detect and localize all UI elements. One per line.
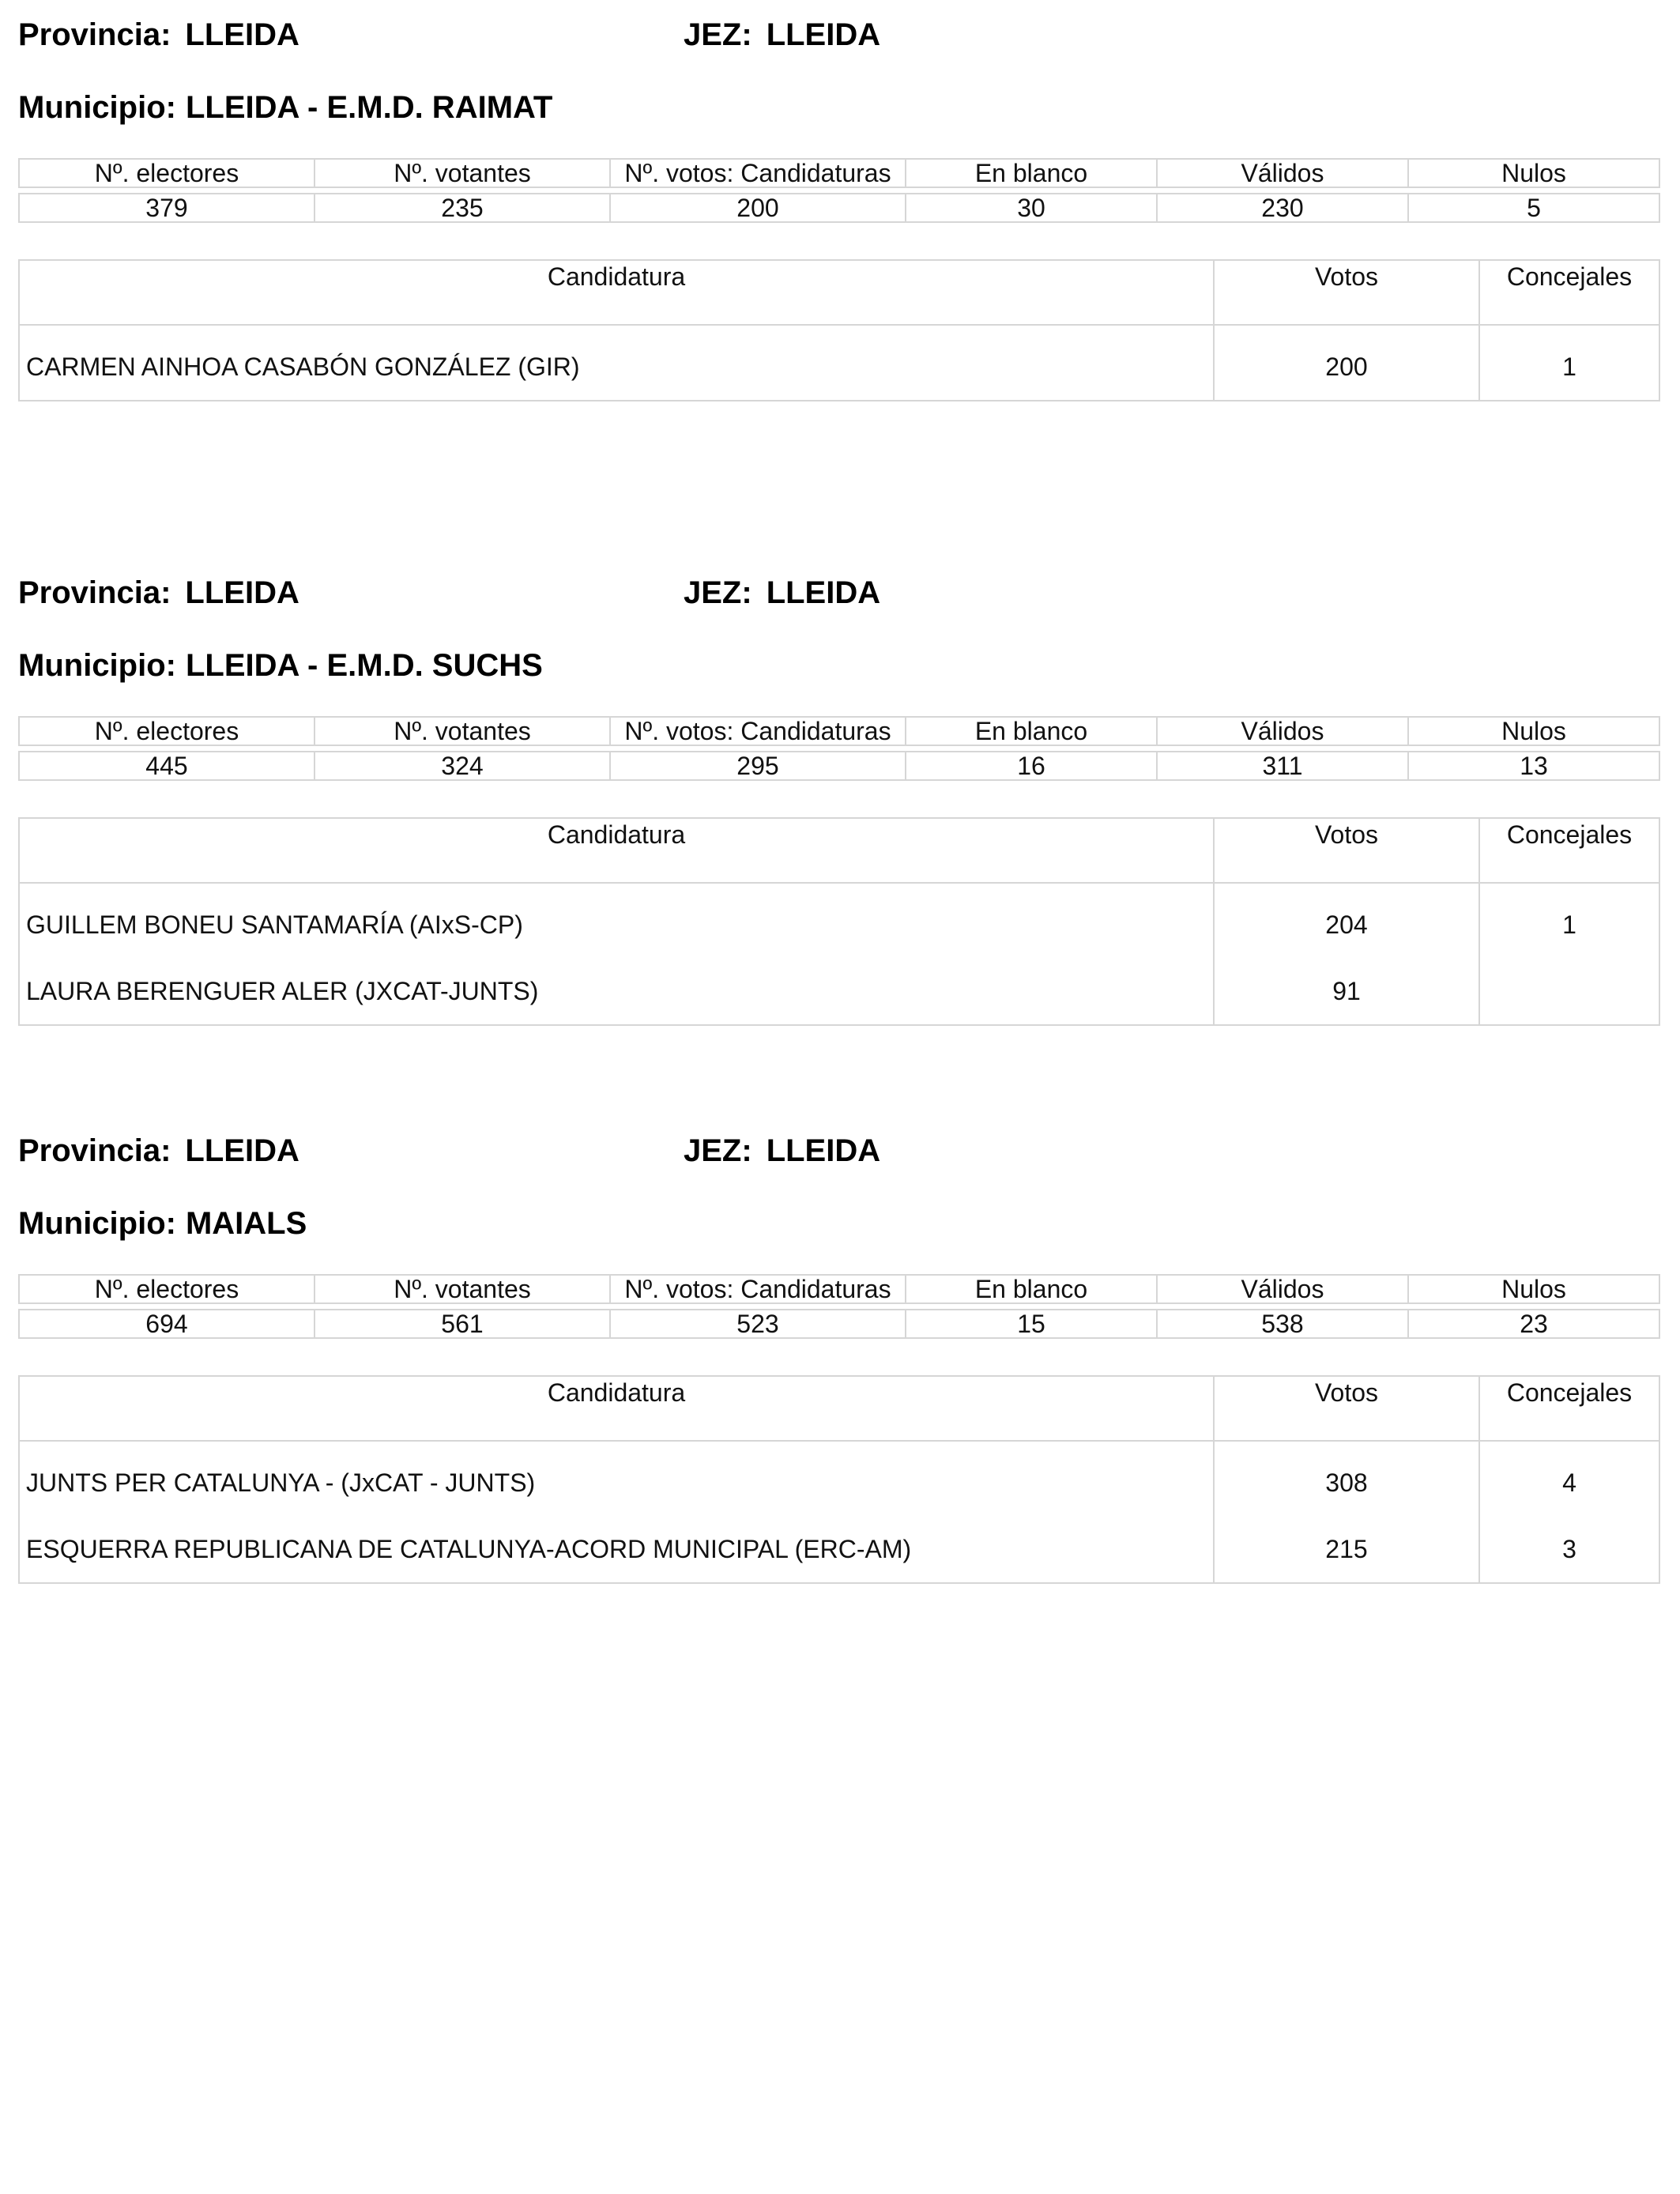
stats-header-en-blanco: En blanco <box>906 159 1157 187</box>
candidate-concejales: 1 <box>1479 325 1659 401</box>
jez-header: JEZ: LLEIDA <box>684 575 881 610</box>
stats-value-electores: 445 <box>19 752 315 780</box>
jez-value: LLEIDA <box>766 17 881 52</box>
jez-value: LLEIDA <box>766 1133 881 1168</box>
candidates-table <box>18 817 1660 1026</box>
candidate-name: LAURA BERENGUER ALER (JXCAT-JUNTS) <box>19 958 1214 1025</box>
candidate-name: CARMEN AINHOA CASABÓN GONZÁLEZ (GIR) <box>19 325 1214 401</box>
header-candidatura: Candidatura <box>19 260 1214 325</box>
stats-values-row <box>19 752 1659 780</box>
stats-header-validos: Válidos <box>1157 1275 1408 1303</box>
stats-value-validos: 230 <box>1157 194 1408 222</box>
stats-header-validos: Válidos <box>1157 717 1408 745</box>
stats-gap <box>19 745 1659 752</box>
header-votos: Votos <box>1214 1376 1479 1441</box>
candidate-votos: 91 <box>1214 958 1479 1025</box>
stats-value-votantes: 324 <box>315 752 610 780</box>
table-row <box>19 325 1659 401</box>
stats-value-votos-candidaturas: 523 <box>610 1310 906 1338</box>
municipio-header: Municipio: LLEIDA - E.M.D. RAIMAT <box>18 90 553 125</box>
stats-header-votos-candidaturas: Nº. votos: Candidaturas <box>610 1275 906 1303</box>
table-row <box>19 958 1659 1025</box>
stats-header-en-blanco: En blanco <box>906 717 1157 745</box>
stats-header-en-blanco: En blanco <box>906 1275 1157 1303</box>
stats-header-votantes: Nº. votantes <box>315 159 610 187</box>
candidates-table <box>18 259 1660 401</box>
stats-table <box>18 716 1660 781</box>
provincia-header: Provincia: LLEIDA <box>18 575 299 610</box>
candidates-header-row <box>19 260 1659 325</box>
candidate-concejales: 4 <box>1479 1441 1659 1516</box>
stats-header-row <box>19 1275 1659 1303</box>
stats-value-electores: 379 <box>19 194 315 222</box>
stats-value-votos-candidaturas: 200 <box>610 194 906 222</box>
municipio-value: MAIALS <box>185 1206 307 1241</box>
stats-header-votos-candidaturas: Nº. votos: Candidaturas <box>610 159 906 187</box>
stats-values-row <box>19 1310 1659 1338</box>
table-row <box>19 1516 1659 1583</box>
stats-value-nulos: 23 <box>1408 1310 1659 1338</box>
header-votos: Votos <box>1214 818 1479 883</box>
jez-header: JEZ: LLEIDA <box>684 1133 881 1168</box>
jez-value: LLEIDA <box>766 575 881 610</box>
stats-header-row <box>19 717 1659 745</box>
provincia-header: Provincia: LLEIDA <box>18 1133 299 1168</box>
municipio-value: LLEIDA - E.M.D. SUCHS <box>185 648 543 683</box>
stats-value-en-blanco: 16 <box>906 752 1157 780</box>
municipio-header: Municipio: MAIALS <box>18 1206 307 1241</box>
candidate-concejales <box>1479 958 1659 1025</box>
jez-header: JEZ: LLEIDA <box>684 17 881 52</box>
stats-header-electores: Nº. electores <box>19 159 315 187</box>
stats-value-validos: 311 <box>1157 752 1408 780</box>
stats-header-electores: Nº. electores <box>19 1275 315 1303</box>
stats-value-votantes: 561 <box>315 1310 610 1338</box>
stats-value-en-blanco: 15 <box>906 1310 1157 1338</box>
table-row <box>19 1441 1659 1516</box>
header-candidatura: Candidatura <box>19 818 1214 883</box>
provincia-header: Provincia: LLEIDA <box>18 17 299 52</box>
stats-value-electores: 694 <box>19 1310 315 1338</box>
stats-values-row <box>19 194 1659 222</box>
candidate-name: ESQUERRA REPUBLICANA DE CATALUNYA-ACORD MUNICIPAL (ERC-AM) <box>19 1516 1214 1583</box>
provincia-value: LLEIDA <box>185 575 299 610</box>
stats-header-nulos: Nulos <box>1408 1275 1659 1303</box>
stats-value-nulos: 5 <box>1408 194 1659 222</box>
provincia-value: LLEIDA <box>185 17 299 52</box>
stats-header-nulos: Nulos <box>1408 159 1659 187</box>
candidates-table <box>18 1375 1660 1584</box>
table-row <box>19 883 1659 958</box>
stats-header-nulos: Nulos <box>1408 717 1659 745</box>
municipio-value: LLEIDA - E.M.D. RAIMAT <box>185 90 553 125</box>
header-concejales: Concejales <box>1479 260 1659 325</box>
header-votos: Votos <box>1214 260 1479 325</box>
header-concejales: Concejales <box>1479 1376 1659 1441</box>
candidate-concejales: 3 <box>1479 1516 1659 1583</box>
stats-gap <box>19 187 1659 194</box>
stats-value-votantes: 235 <box>315 194 610 222</box>
stats-value-en-blanco: 30 <box>906 194 1157 222</box>
candidate-name: JUNTS PER CATALUNYA - (JxCAT - JUNTS) <box>19 1441 1214 1516</box>
municipio-header: Municipio: LLEIDA - E.M.D. SUCHS <box>18 648 543 683</box>
stats-table <box>18 158 1660 223</box>
stats-header-validos: Válidos <box>1157 159 1408 187</box>
header-concejales: Concejales <box>1479 818 1659 883</box>
stats-value-votos-candidaturas: 295 <box>610 752 906 780</box>
stats-value-nulos: 13 <box>1408 752 1659 780</box>
stats-value-validos: 538 <box>1157 1310 1408 1338</box>
candidates-header-row <box>19 818 1659 883</box>
candidate-votos: 308 <box>1214 1441 1479 1516</box>
stats-header-votos-candidaturas: Nº. votos: Candidaturas <box>610 717 906 745</box>
candidate-votos: 215 <box>1214 1516 1479 1583</box>
stats-header-electores: Nº. electores <box>19 717 315 745</box>
header-candidatura: Candidatura <box>19 1376 1214 1441</box>
candidate-name: GUILLEM BONEU SANTAMARÍA (AIxS-CP) <box>19 883 1214 958</box>
candidate-concejales: 1 <box>1479 883 1659 958</box>
candidate-votos: 200 <box>1214 325 1479 401</box>
stats-header-row <box>19 159 1659 187</box>
stats-header-votantes: Nº. votantes <box>315 717 610 745</box>
stats-table <box>18 1274 1660 1339</box>
candidates-header-row <box>19 1376 1659 1441</box>
stats-header-votantes: Nº. votantes <box>315 1275 610 1303</box>
provincia-value: LLEIDA <box>185 1133 299 1168</box>
candidate-votos: 204 <box>1214 883 1479 958</box>
stats-gap <box>19 1303 1659 1310</box>
